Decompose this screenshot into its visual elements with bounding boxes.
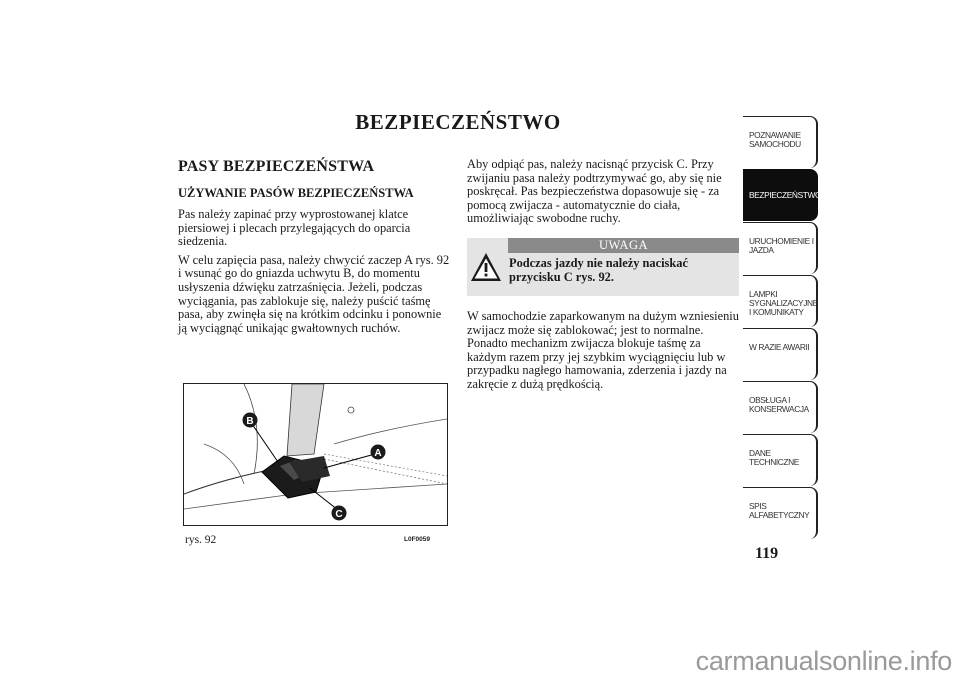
tab-obsluga-i-konserwacja[interactable]: OBSŁUGA I KONSERWACJA xyxy=(743,381,818,433)
paragraph: Aby odpiąć pas, należy nacisnąć przycisk C. Przy zwijaniu pasa należy podtrzymywać go, aby się nie poskręcał. Pas bezpieczeństwa dopasowuje się - za pomocą zwijacza - automatycznie do ciała, umożliwiając swobodne ruchy. xyxy=(467,157,722,226)
tab-uruchomienie-i-jazda[interactable]: URUCHOMIENIE I JAZDA xyxy=(743,222,818,274)
chapter-tabs xyxy=(743,116,822,540)
figure-code: L0F0059 xyxy=(404,536,431,543)
paragraph: W samochodzie zaparkowanym na dużym wzniesieniu zwijacz może się zablokować; jest to normalne. Ponadto mechanizm zwijacza blokuje taśmę za każdym razem przy jej szybkim wyciągnięciu lub w przypadku nagłego hamowania, zderzenia i jazdy na zakręcie z dużą prędkością. xyxy=(467,308,739,391)
paragraph: W celu zapięcia pasa, należy chwycić zaczep A rys. 92 i wsunąć go do gniazda uchwytu B, do momentu usłyszenia dźwięku zatrzaśnięcia. Jeżeli, podczas wyciągania, pas zablokuje się, należy puścić taśmę pasa, aby zwinęła się na krótkim odcinku i ponownie ją wyciągnąć unikając gwałtownych ruchów. xyxy=(178,252,450,335)
page-title: BEZPIECZEŃSTWO xyxy=(355,110,561,134)
seatbelt-figure xyxy=(183,383,448,526)
warning-triangle-icon xyxy=(467,238,505,296)
tab-lampki-sygnalizacyjne[interactable]: LAMPKI SYGNALIZACYJNE I KOMUNIKATY xyxy=(743,275,818,327)
page-number: 119 xyxy=(755,545,779,562)
right-column xyxy=(467,158,739,397)
tab-dane-techniczne[interactable]: DANE TECHNICZNE xyxy=(743,434,818,486)
subsection-title: UŻYWANIE PASÓW BEZPIECZEŃSTWA xyxy=(178,186,414,200)
left-column xyxy=(178,158,450,340)
warning-text: Podczas jazdy nie należy naciskać przycisku C rys. 92. xyxy=(509,255,688,284)
tab-spis-alfabetyczny[interactable]: SPIS ALFABETYCZNY xyxy=(743,487,818,539)
callout-b-label: B xyxy=(246,416,254,427)
paragraph: Pas należy zapinać przy wyprostowanej klatce piersiowej i plecach przylegających do oparcia siedzenia. xyxy=(178,207,411,249)
callout-a-label: A xyxy=(374,448,382,459)
figure-caption: rys. 92 xyxy=(185,534,217,546)
tab-poznawanie-samochodu[interactable]: POZNAWANIE SAMOCHODU xyxy=(743,116,818,168)
tab-bezpieczenstwo[interactable]: BEZPIECZEŃSTWO xyxy=(743,169,818,221)
warning-box xyxy=(467,238,739,296)
watermark: carmanualsonline.info xyxy=(695,646,952,676)
tab-w-razie-awarii[interactable]: W RAZIE AWARII xyxy=(743,328,818,380)
section-title: PASY BEZPIECZEŃSTWA xyxy=(178,158,375,175)
warning-title: UWAGA xyxy=(508,238,739,253)
callout-c-label: C xyxy=(335,509,343,520)
